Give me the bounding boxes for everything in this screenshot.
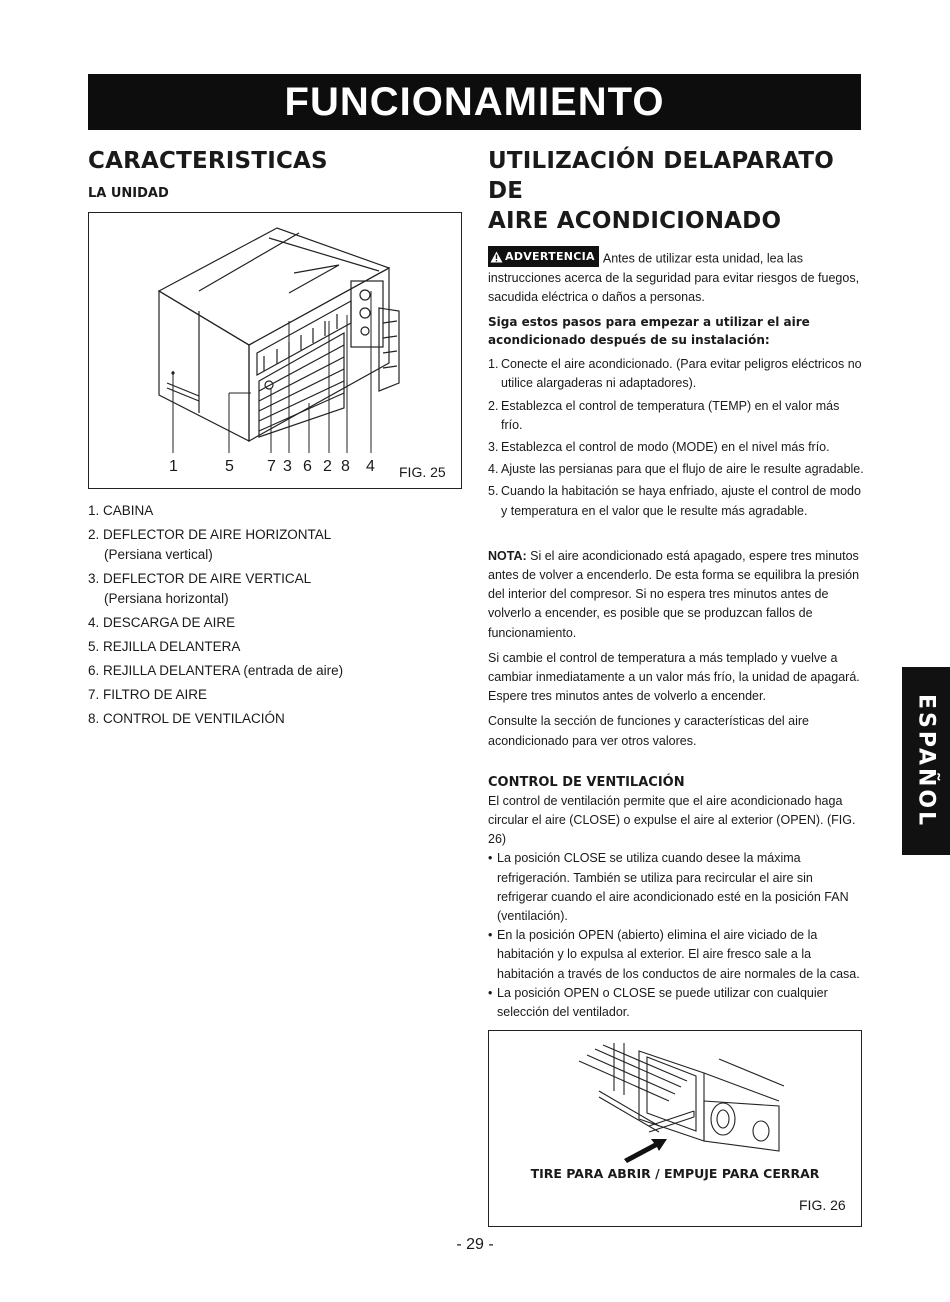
page-number: - 29 - [456, 1236, 494, 1253]
side-tab-label: ESPAÑOL [913, 693, 939, 829]
figure-25 [88, 212, 462, 489]
callout-number: 2 [323, 458, 332, 475]
list-item: 4. DESCARGA DE AIRE [88, 615, 236, 630]
list-item: 3. Establezca el control de modo (MODE) en el nivel más frío. [488, 440, 830, 455]
nota-paragraph: NOTA: Si el aire acondicionado está apagado, espere tres minutos antes de volver a encenderlo. De esta forma se equilibra la presión del interior del compresor. Si no espera tres minutos antes de volverlo a encender, es posible que se produzcan fallos de funcionamiento. [488, 548, 860, 640]
callout-number: 7 [267, 458, 276, 475]
figure-25-label: FIG. 25 [399, 464, 446, 480]
vent-bullets [488, 849, 864, 1022]
temperature-note: Si cambie el control de temperatura a más templado y vuelve a cambiar inmediatamente a un valor más frío, la unidad de apagará. Espere tres minutos antes de volverlo a encender. [488, 650, 860, 704]
list-item: 5. Cuando la habitación se haya enfriado, ajuste el control de modo y temperatura en el valor que le resulte más agradable. [488, 484, 861, 518]
list-item: 7. FILTRO DE AIRE [88, 687, 208, 702]
list-item: 2. Establezca el control de temperatura (TEMP) en el valor más frío. [488, 398, 840, 432]
warning-triangle-icon [490, 251, 503, 263]
callout-number: 1 [169, 458, 178, 475]
nota-label: NOTA: [488, 548, 527, 563]
figure-26-caption: TIRE PARA ABRIR / EMPUJE PARA CERRAR [530, 1166, 820, 1182]
list-item: • En la posición OPEN (abierto) elimina el aire viciado de la habitación y lo expulsa al exterior. El aire fresco sale a la habitación a través de los conductos de aire normales de la casa. [488, 928, 860, 981]
list-item: 1. CABINA [88, 503, 154, 518]
callout-number: 4 [366, 458, 375, 475]
see-also-note: Consulte la sección de funciones y características del aire acondicionado para ver otros valores. [488, 714, 809, 748]
callout-number: 5 [225, 458, 234, 475]
list-item: 8. CONTROL DE VENTILACIÓN [88, 711, 285, 726]
language-side-tab [902, 667, 950, 855]
page-banner [88, 74, 861, 130]
list-item: 6. REJILLA DELANTERA (entrada de aire) [88, 663, 344, 678]
section-heading-utilizacion: UTILIZACIÓN DELAPARATO DE AIRE ACONDICIONADO [488, 148, 835, 234]
section-heading-caracteristicas: CARACTERISTICAS [88, 148, 328, 174]
air-conditioner-illustration [89, 213, 461, 488]
figure-26-label: FIG. 26 [799, 1197, 846, 1214]
callout-number: 8 [341, 458, 350, 475]
warning-paragraph [488, 246, 864, 307]
list-item: 2. DEFLECTOR DE AIRE HORIZONTAL (Persiana vertical) [88, 527, 332, 562]
left-column [88, 146, 466, 733]
steps-list [488, 355, 864, 521]
list-item: 3. DEFLECTOR DE AIRE VERTICAL (Persiana horizontal) [88, 571, 312, 606]
vent-intro: El control de ventilación permite que el aire acondicionado haga circular el aire (CLOSE) o expulse el aire al exterior (OPEN). (FIG. 26) [488, 793, 856, 847]
callout-number: 3 [283, 458, 292, 475]
right-column [488, 146, 864, 1227]
list-item: 1. Conecte el aire acondicionado. (Para evitar peligros eléctricos no utilice alargaderas ni adaptadores). [488, 357, 862, 391]
figure-26 [488, 1030, 862, 1227]
vent-control-heading: CONTROL DE VENTILACIÓN [488, 774, 685, 790]
callout-number: 6 [303, 458, 312, 475]
list-item: • La posición CLOSE se utiliza cuando desee la máxima refrigeración. También se utiliza para recircular el aire sin refrigerar cuando el aire acondicionado esté en la posición FAN (ventilación). [488, 851, 849, 924]
list-item: 5. REJILLA DELANTERA [88, 639, 241, 654]
steps-intro: Siga estos pasos para empezar a utilizar el aire acondicionado después de su instalación: [488, 315, 810, 348]
warning-text: Antes de utilizar esta unidad, lea las instrucciones acerca de la seguridad para evitar riesgos de fuegos, sacudida eléctrica o daños a personas. [488, 251, 860, 304]
list-item: 4. Ajuste las persianas para que el flujo de aire le resulte agradable. [488, 462, 864, 477]
banner-title: FUNCIONAMIENTO [284, 79, 665, 124]
subheading-la-unidad: LA UNIDAD [88, 186, 169, 201]
list-item: • La posición OPEN o CLOSE se puede utilizar con cualquier selección del ventilador. [488, 985, 828, 1020]
parts-list [88, 501, 466, 729]
warning-badge: ADVERTENCIA [488, 246, 599, 267]
